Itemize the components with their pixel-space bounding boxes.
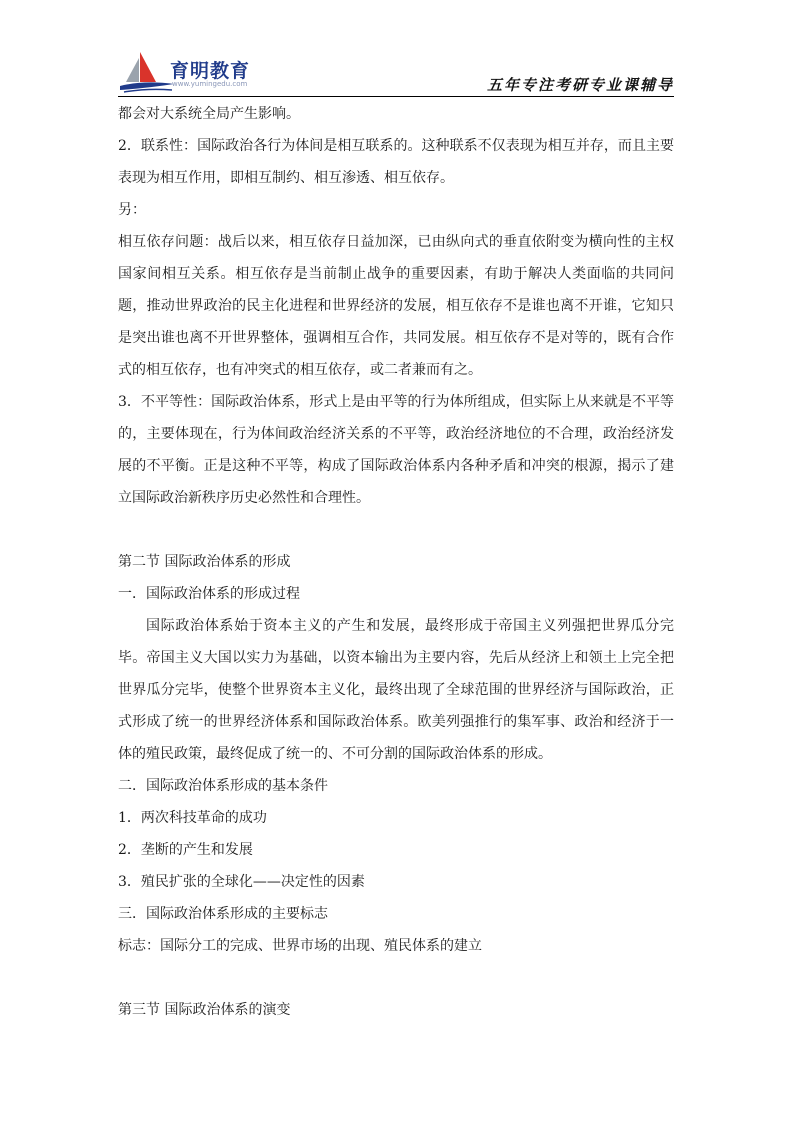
paragraph-marks: 标志：国际分工的完成、世界市场的出现、殖民体系的建立 [118, 938, 482, 954]
paragraph: 都会对大系统全局产生影响。 [118, 106, 300, 122]
paragraph-interdependence: 相互依存问题：战后以来，相互依存日益加深，已由纵向式的垂直依附变为横向性的主权国家间相互关系。相互依存是当前制止战争的重要因素，有助于解决人类面临的共同问题，推动世界政治的民主化进程和世界经济的发展，相互依存不是谁也离不开谁，它知只是突出谁也离不开世界整体，强调相互合作，共同发展。相互依存不是对等的，既有合作式的相互依存，也有冲突式的相互依存，或二者兼而有之。 [118, 234, 674, 378]
document-body [118, 98, 674, 1026]
paragraph-note: 另： [118, 202, 146, 218]
spacer [118, 514, 674, 546]
paragraph-inequality: 3．不平等性：国际政治体系，形式上是由平等的行为体所组成，但实际上从来就是不平等的，主要体现在，行为体间政治经济关系的不平等，政治经济地位的不合理，政治经济发展的不平衡。正是这种不平等，构成了国际政治体系内各种矛盾和冲突的根源，揭示了建立国际政治新秩序历史必然性和合理性。 [118, 394, 674, 506]
paragraph-formation-process: 国际政治体系始于资本主义的产生和发展，最终形成于帝国主义列强把世界瓜分完毕。帝国主义大国以实力为基础，以资本输出为主要内容，先后从经济上和领土上完全把世界瓜分完毕，使整个世界资本主义化，最终出现了全球范围的世界经济与国际政治，正式形成了统一的世界经济体系和国际政治体系。欧美列强推行的集军事、政治和经济于一体的殖民政策，最终促成了统一的、不可分割的国际政治体系的形成。 [118, 618, 674, 762]
header-tagline: 五年专注考研专业课辅导 [486, 76, 674, 94]
condition-item: 1．两次科技革命的成功 [118, 810, 267, 826]
paragraph-connectivity: 2．联系性：国际政治各行为体间是相互联系的。这种联系不仅表现为相互并存，而且主要表现为相互作用，即相互制约、相互渗透、相互依存。 [118, 138, 674, 186]
header-divider [118, 96, 674, 97]
logo-text: 育明教育 [170, 60, 251, 82]
section-2-heading-3: 三．国际政治体系形成的主要标志 [118, 906, 328, 922]
section-2-heading-1: 一．国际政治体系的形成过程 [118, 586, 300, 602]
yuming-logo [118, 50, 278, 96]
condition-item: 2．垄断的产生和发展 [118, 842, 253, 858]
section-3-title: 第三节 国际政治体系的演变 [118, 1002, 291, 1018]
page-header [118, 50, 674, 98]
sailboat-logo-icon [118, 50, 178, 96]
section-2-heading-2: 二．国际政治体系形成的基本条件 [118, 778, 328, 794]
spacer [118, 962, 674, 994]
logo-url: www.yumingedu.com [172, 80, 248, 88]
section-2-title: 第二节 国际政治体系的形成 [118, 554, 291, 570]
condition-item: 3．殖民扩张的全球化——决定性的因素 [118, 874, 365, 890]
